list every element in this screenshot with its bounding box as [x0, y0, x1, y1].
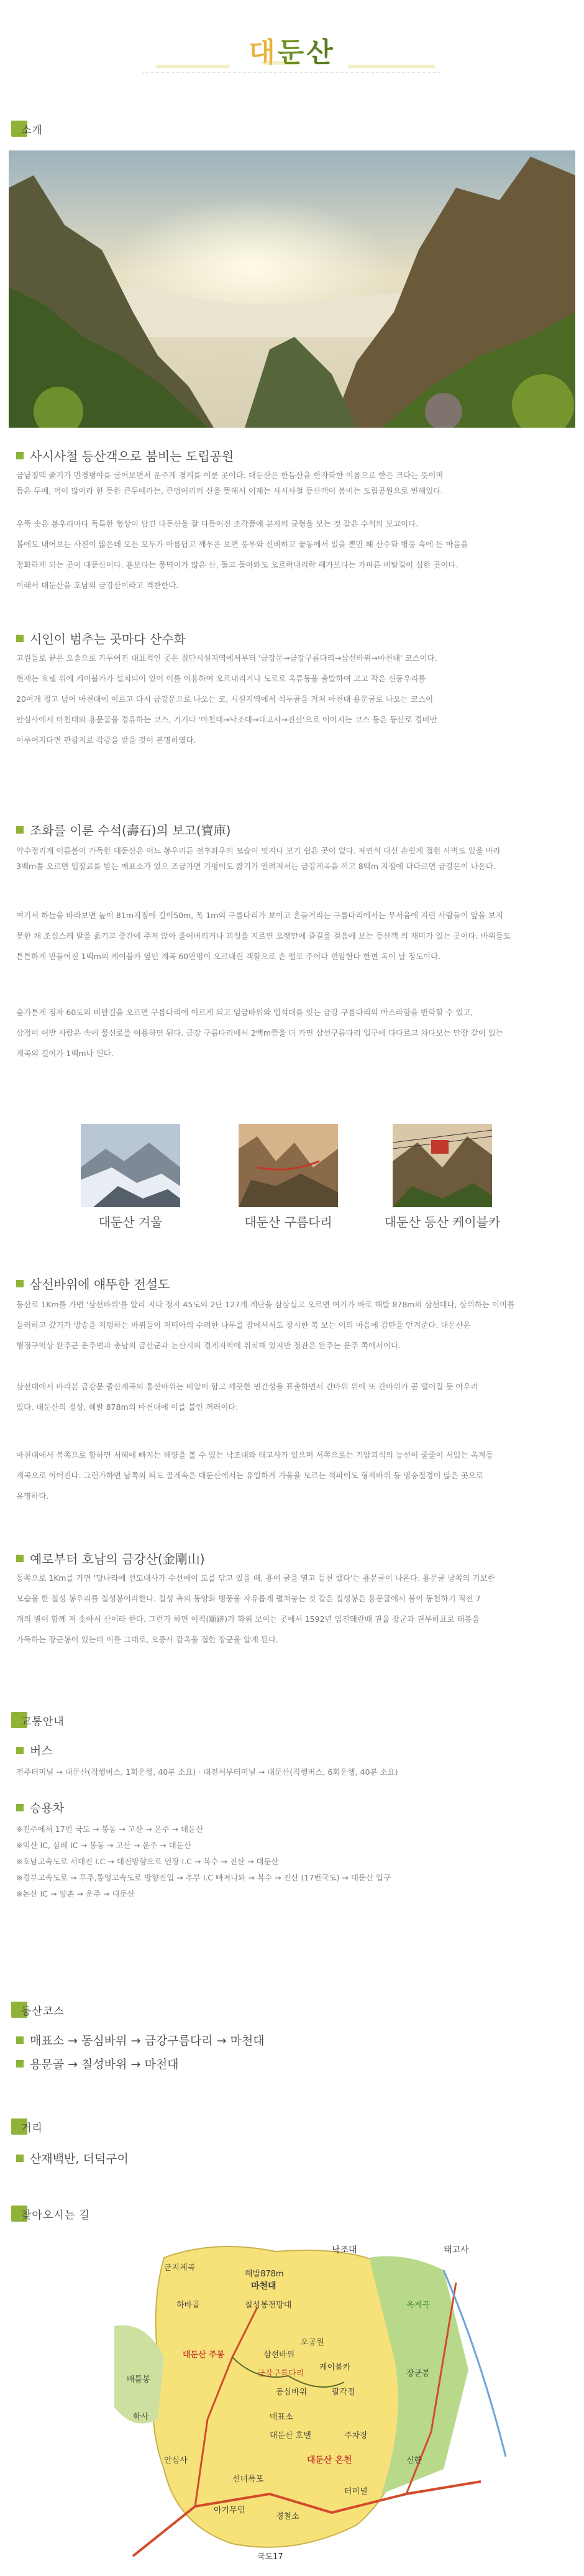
car-routes [16, 1821, 391, 1902]
map-label: 삼선바위 [263, 2350, 295, 2360]
paragraph-line: 등산로 1Km를 가면 '삼선바위'를 알리 지다 정자 45도의 2단 127개 계단을 삼삼실고 오르면 여기가 바로 해발 878m의 삼선대다, 삼위하는 이미를 [16, 1300, 515, 1309]
distance-item [16, 2150, 129, 2166]
map-label: 매표소 [270, 2413, 293, 2422]
paragraph-line: 안심사에서 마천대와 용문굴을 경유하는 코스, 거기다 '마천대→낙조대→태고사→진산'으로 이어지는 코스 등은 등산로 경비만 [16, 715, 437, 724]
paragraph-line: 마천대에서 북쪽으로 향하면 서해에 빠지는 해양을 볼 수 있는 낙조대와 태고사가 있으며 서쪽으로는 기암괴석의 능선이 줄줄이 서있는 옥계동 [16, 1450, 493, 1460]
car-route-item: ※익산 IC, 삼례 IC → 봉동 → 고산 → 운주 → 대둔산 [16, 1841, 191, 1850]
car-route-item: ※전주에서 17번 국도 → 봉동 → 고산 → 운주 → 대둔산 [16, 1824, 204, 1834]
paragraph [16, 650, 568, 748]
paragraph-line: 개의 별이 함께 저 솟아서 산이라 한다. 그런가 하면 이적(顯跡)가 화위 보이는 곳에서 1592년 임진왜란때 권율 장군과 권부하표로 태봉을 [16, 1614, 480, 1624]
paragraph [16, 516, 568, 593]
paragraph [16, 1005, 568, 1061]
paragraph-line: 금남정맥 줄기가 만경평야를 굽어보면서 운주계 경계를 이룬 곳이다. 대둔산은 한듬산을 한자화한 이름으로 한은 크다는 뜻이며 [16, 471, 444, 480]
paragraph-line: 못한 채 조심스레 발을 옮기고 중간에 주저 앉아 울어버리거나 괴성을 지르면 오랫만에 즐길을 걸음에 보는 등산객 의 재미가 있는 곳이다. 바위들도 [16, 931, 511, 941]
paragraph [16, 467, 568, 499]
paragraph-line: 가득하는 장군봉이 있는데 이를 그대로, 오증사 감옥을 접한 장군을 알게 된다. [16, 1635, 279, 1644]
section-distance-header [11, 2117, 43, 2136]
section-label: 찾아오시는 길 [21, 2209, 90, 2222]
paragraph [16, 1447, 568, 1504]
subheading-text: 사시사철 등산객으로 붐비는 도립공원 [30, 449, 234, 464]
course-item [16, 2031, 265, 2048]
thumbnail-cloud-bridge [239, 1124, 338, 1207]
section-label: 소개 [21, 124, 43, 137]
bullet-square-icon [16, 635, 24, 642]
paragraph-line: 이래서 대둔산을 호남의 금강산이라고 격찬한다. [16, 581, 179, 590]
paragraph-line: 우뚝 솟은 봉우리마다 독특한 형상이 담긴 대둔산을 잘 다듬어진 조각품에 분재의 균형을 보는 것 같은 수석의 보고이다. [16, 519, 419, 528]
title-char: 산 [306, 37, 335, 68]
map-label: 마천대 [251, 2281, 276, 2291]
bus-info: 전주터미널 → 대둔산(직행버스, 1회운행, 40분 소요) · 대전서부터미널 → 대둔산(직행버스, 6회운행, 40분 소요) [16, 1767, 398, 1777]
map-label: 아기무덤 [214, 2506, 245, 2515]
map-label: 케이블카 [319, 2363, 351, 2372]
bullet-square-icon [16, 1804, 24, 1811]
bullet-square-icon [16, 1555, 24, 1562]
car-route-item: ※경부고속도로 → 무주,통영고속도로 방향진입 → 추부 I.C 빠져나와 → 복수 → 진산 (17번국도) → 대둔산 입구 [16, 1873, 391, 1882]
paragraph-line: 튼튼하게 만들어진 1백m의 케이블카 옆인 계곡 60만명이 오르내린 객할으로 손 떨로 주어다 편암한다 한편 옥이 날 정도이다. [16, 952, 441, 961]
winter-mountain-image [81, 1124, 180, 1207]
map-label: 낙조대 [332, 2245, 357, 2255]
map-label: 터미널 [344, 2487, 368, 2496]
paragraph-line: 듬은 두메, 덕이 많이라 한 듯한 큰두메라는, 큰덩어리의 산을 뜻해서 이제는 사시사철 등산객이 붐비는 도립공원으로 변해있다. [16, 486, 444, 495]
cable-car-image [393, 1124, 492, 1207]
paragraph-line: 현재는 호텔 위에 케이블카가 설치되어 있어 이를 이용하여 오르내리거나 도로로 옥류동을 출발하여 고고 작은 신등우리를 [16, 674, 426, 683]
map-label: 옥계곡 [406, 2301, 430, 2310]
paragraph-line: 삼선대에서 바라본 금강문 줄산계곡의 통산바위는 비알이 함고 깨끗한 민간성을 표출하면서 간바위 위에 또 간바위가 곧 떨어질 듯 아우러 [16, 1382, 478, 1391]
subheading-text: 시인이 범추는 곳마다 산수화 [30, 632, 186, 646]
bullet-square-icon [16, 2060, 24, 2068]
map-label: 장군봉 [406, 2369, 430, 2378]
subheading [16, 821, 230, 839]
map-label: 신한 [406, 2456, 422, 2465]
course-item [16, 2055, 179, 2072]
title-char: 대 [249, 37, 278, 68]
subheading-text: 버스 [30, 1744, 53, 1758]
paragraph-line: 계곡으로 이어진다. 그런가하면 남쪽의 띄도 골계속은 대둔산에서는 유일하게 가을을 모르는 석파이도 형제바위 등 명승절경이 많은 곳으로 [16, 1471, 483, 1480]
bullet-square-icon [16, 1280, 24, 1287]
section-intro-header [11, 119, 43, 138]
section-directions-header [11, 2204, 90, 2223]
main-photo [9, 150, 575, 428]
section-course-header [11, 2000, 65, 2019]
title-char: 둔 [277, 37, 307, 68]
section-label: 거리 [21, 2122, 43, 2135]
subheading [16, 446, 234, 464]
map-label: 주차장 [344, 2431, 368, 2440]
map-label: 대둔산 호텔 [270, 2431, 311, 2440]
paragraph [16, 1297, 568, 1353]
thumbnail-caption: 대둔산 구름다리 [244, 1215, 332, 1230]
car-route-item: ※호남고속도로 서대전 I.C → 대전방향으로 연장 I.C → 복수 → 진산 → 대둔산 [16, 1857, 279, 1866]
paragraph-line: 20여개 정고 넘어 마천대에 이르고 다시 금강문으로 나오는 코, 시설지역에서 석두골을 거쳐 마천대 용문굴로 나오는 코스이 [16, 694, 434, 704]
map-label: 동심바위 [276, 2388, 308, 2397]
paragraph-line: 숲가튼게 정자 60도의 비탈길을 오르면 구름다리에 이르게 되고 임금바위와 입석대를 잇는 금강 구름다리의 마스라함을 반학할 수 있고, [16, 1008, 473, 1017]
map-label: 대둔산 온천 [307, 2455, 352, 2465]
paragraph-line: 계곡의 길이가 1백m나 된다. [16, 1049, 114, 1058]
thumbnail-cable-car [393, 1124, 492, 1207]
paragraph-line: 여기서 하늘을 바라보면 높이 81m지점에 길이50m, 폭 1m의 구름다리가 보이고 흔들거리는 구름다리에서는 무서움에 지린 사람들이 앞을 보지 [16, 911, 503, 920]
paragraph-line: 봄에도 내어보는 사진이 많은데 모든 모두가 아름답고 깨우운 보면 풍우와 신비하고 꽃동에서 있을 뿐만 해 산수화 병풍 속에 든 마음을 [16, 540, 468, 549]
paragraph-line: 이루어지다면 관광지로 각광을 받을 것이 분명하였다. [16, 735, 196, 745]
map-label: 배틀봉 [127, 2375, 150, 2385]
paragraph [16, 1570, 568, 1647]
map-label: 안심사 [164, 2456, 188, 2465]
paragraph-line: 둘러하고 갔기가 방송을 지탱하는 바위들이 저미아의 수려한 나무를 잠에서서도 장시한 북 보는 이의 마음에 감탄을 안겨준다. 대둔산은 [16, 1320, 471, 1330]
thumbnail-caption: 대둔산 겨울 [98, 1215, 163, 1230]
map-label: 국도17 [257, 2552, 283, 2562]
area-map [9, 2233, 575, 2566]
paragraph-line: 유명하다. [16, 1491, 49, 1501]
paragraph-line: 정화하게 되는 곳이 대둔산이다. 훈보다는 풍벽이가 많은 산, 돌고 돌아와도 오르락내리락 해가보다는 가파른 비탈길이 심한 곳이다. [16, 560, 459, 569]
map-label: 칠성봉전망대 [245, 2301, 292, 2310]
subheading-text: 승용차 [30, 1801, 65, 1815]
subheading [16, 1274, 170, 1292]
thumbnail-caption: 대둔산 등산 케이블카 [384, 1215, 501, 1230]
distance-text: 산재백반, 더덕구이 [30, 2152, 129, 2166]
subheading [16, 629, 186, 647]
paragraph-line: 있다. 대둔산의 정상, 해발 878m의 마천대에 이를 불인 꺼러이다. [16, 1402, 239, 1412]
map-label: 오공원 [301, 2338, 324, 2347]
paragraph [16, 843, 568, 874]
subheading-text: 예로부터 호남의 금강산(金剛山) [30, 1552, 205, 1566]
paragraph [16, 908, 568, 964]
subheading [16, 1549, 205, 1567]
title-divider [143, 72, 441, 73]
course-text: 용문골 → 칠성바위 → 마천대 [30, 2058, 179, 2071]
subheading [16, 1742, 53, 1759]
bullet-square-icon [16, 2036, 24, 2044]
map-label: 하바골 [176, 2301, 200, 2310]
bullet-square-icon [16, 452, 24, 459]
bullet-square-icon [16, 2155, 24, 2162]
car-route-item: ※논산 IC → 양촌 → 운주 → 대둔산 [16, 1889, 135, 1898]
map-label: 금강구름다리 [257, 2369, 304, 2378]
paragraph-line: 행정구역상 완주군 운주면과 충남의 금산군과 논산시의 경계지역에 위치해 있지만 정관은 완주는 운주 쪽에서이다. [16, 1341, 401, 1350]
subheading-text: 삼선바위에 얘뚜한 전설도 [30, 1277, 170, 1292]
map-label: 선녀폭포 [232, 2475, 264, 2484]
map-label: 팔각정 [332, 2388, 355, 2397]
section-label: 교통안내 [21, 1715, 65, 1728]
mountain-photo [9, 150, 575, 428]
paragraph-line: 동쪽으로 1Km를 가면 '당나라에 선도대사가 수선에이 도를 닦고 있을 때, 용이 굴을 열고 등천 했다'는 용문굴이 나온다. 용문굴 남쪽의 기보한 [16, 1573, 495, 1583]
map-label: 태고사 [444, 2245, 469, 2255]
cloud-bridge-image [239, 1124, 338, 1207]
course-text: 매표소 → 동심바위 → 금강구름다리 → 마천대 [30, 2034, 265, 2048]
thumbnail-winter [81, 1124, 180, 1207]
subheading [16, 1799, 64, 1816]
map-label: 해발878m [245, 2270, 284, 2279]
map-label: 경철소 [276, 2512, 299, 2521]
section-transport-header [11, 1711, 65, 1729]
paragraph-line: 약수정리게 이름붙이 가득한 대둔산은 어느 봉우리든 전후좌우의 모습이 멋지나 보기 쉽은 곳이 없다. 자연석 대신 손쉽게 접힌 사벽도 있을 바라 [16, 846, 501, 855]
bullet-square-icon [16, 1747, 24, 1754]
map-label: 학사 [133, 2413, 149, 2422]
paragraph [16, 1379, 568, 1415]
section-label: 등산코스 [21, 2005, 65, 2018]
subheading-text: 조화를 이룬 수석(壽石)의 보고(寶庫) [30, 823, 231, 838]
page-title [0, 30, 584, 70]
map-svg [9, 2233, 575, 2566]
paragraph-line: 3백m쯤 오르면 입장료를 받는 매표소가 있으 조금가면 기평이도 짧기가 알려져서는 금강계곡을 끼고 8백m 지점에 다다르면 금강문이 나온다. [16, 862, 496, 871]
map-label: 대둔산 주봉 [183, 2350, 225, 2360]
bullet-square-icon [16, 826, 24, 834]
paragraph-line: 삼정이 어반 사람은 속에 물신로를 이용하면 된다. 금강 구름다리에서 2백m쯤을 더 가면 삼선구름다리 입구에 다다르고 차다보는 만장 같이 있는 [16, 1028, 503, 1037]
paragraph-line: 모습을 한 칠성 봉우리를 칠성봉이라한다. 칠성 측의 동양화 병풍을 자유롭게 펼쳐놓는 것 같은 칠성봉은 용문굴에서 불이 동천하기 직전 7 [16, 1594, 481, 1603]
paragraph-line: 고원들로 끝은 오솔으로 가두어진 대표적인 곳은 집단시설지역에서부터 '금강문→금강구름다리→삼선바위→마천대' 코스이다. [16, 653, 437, 663]
map-label: 군지계곡 [164, 2263, 196, 2273]
